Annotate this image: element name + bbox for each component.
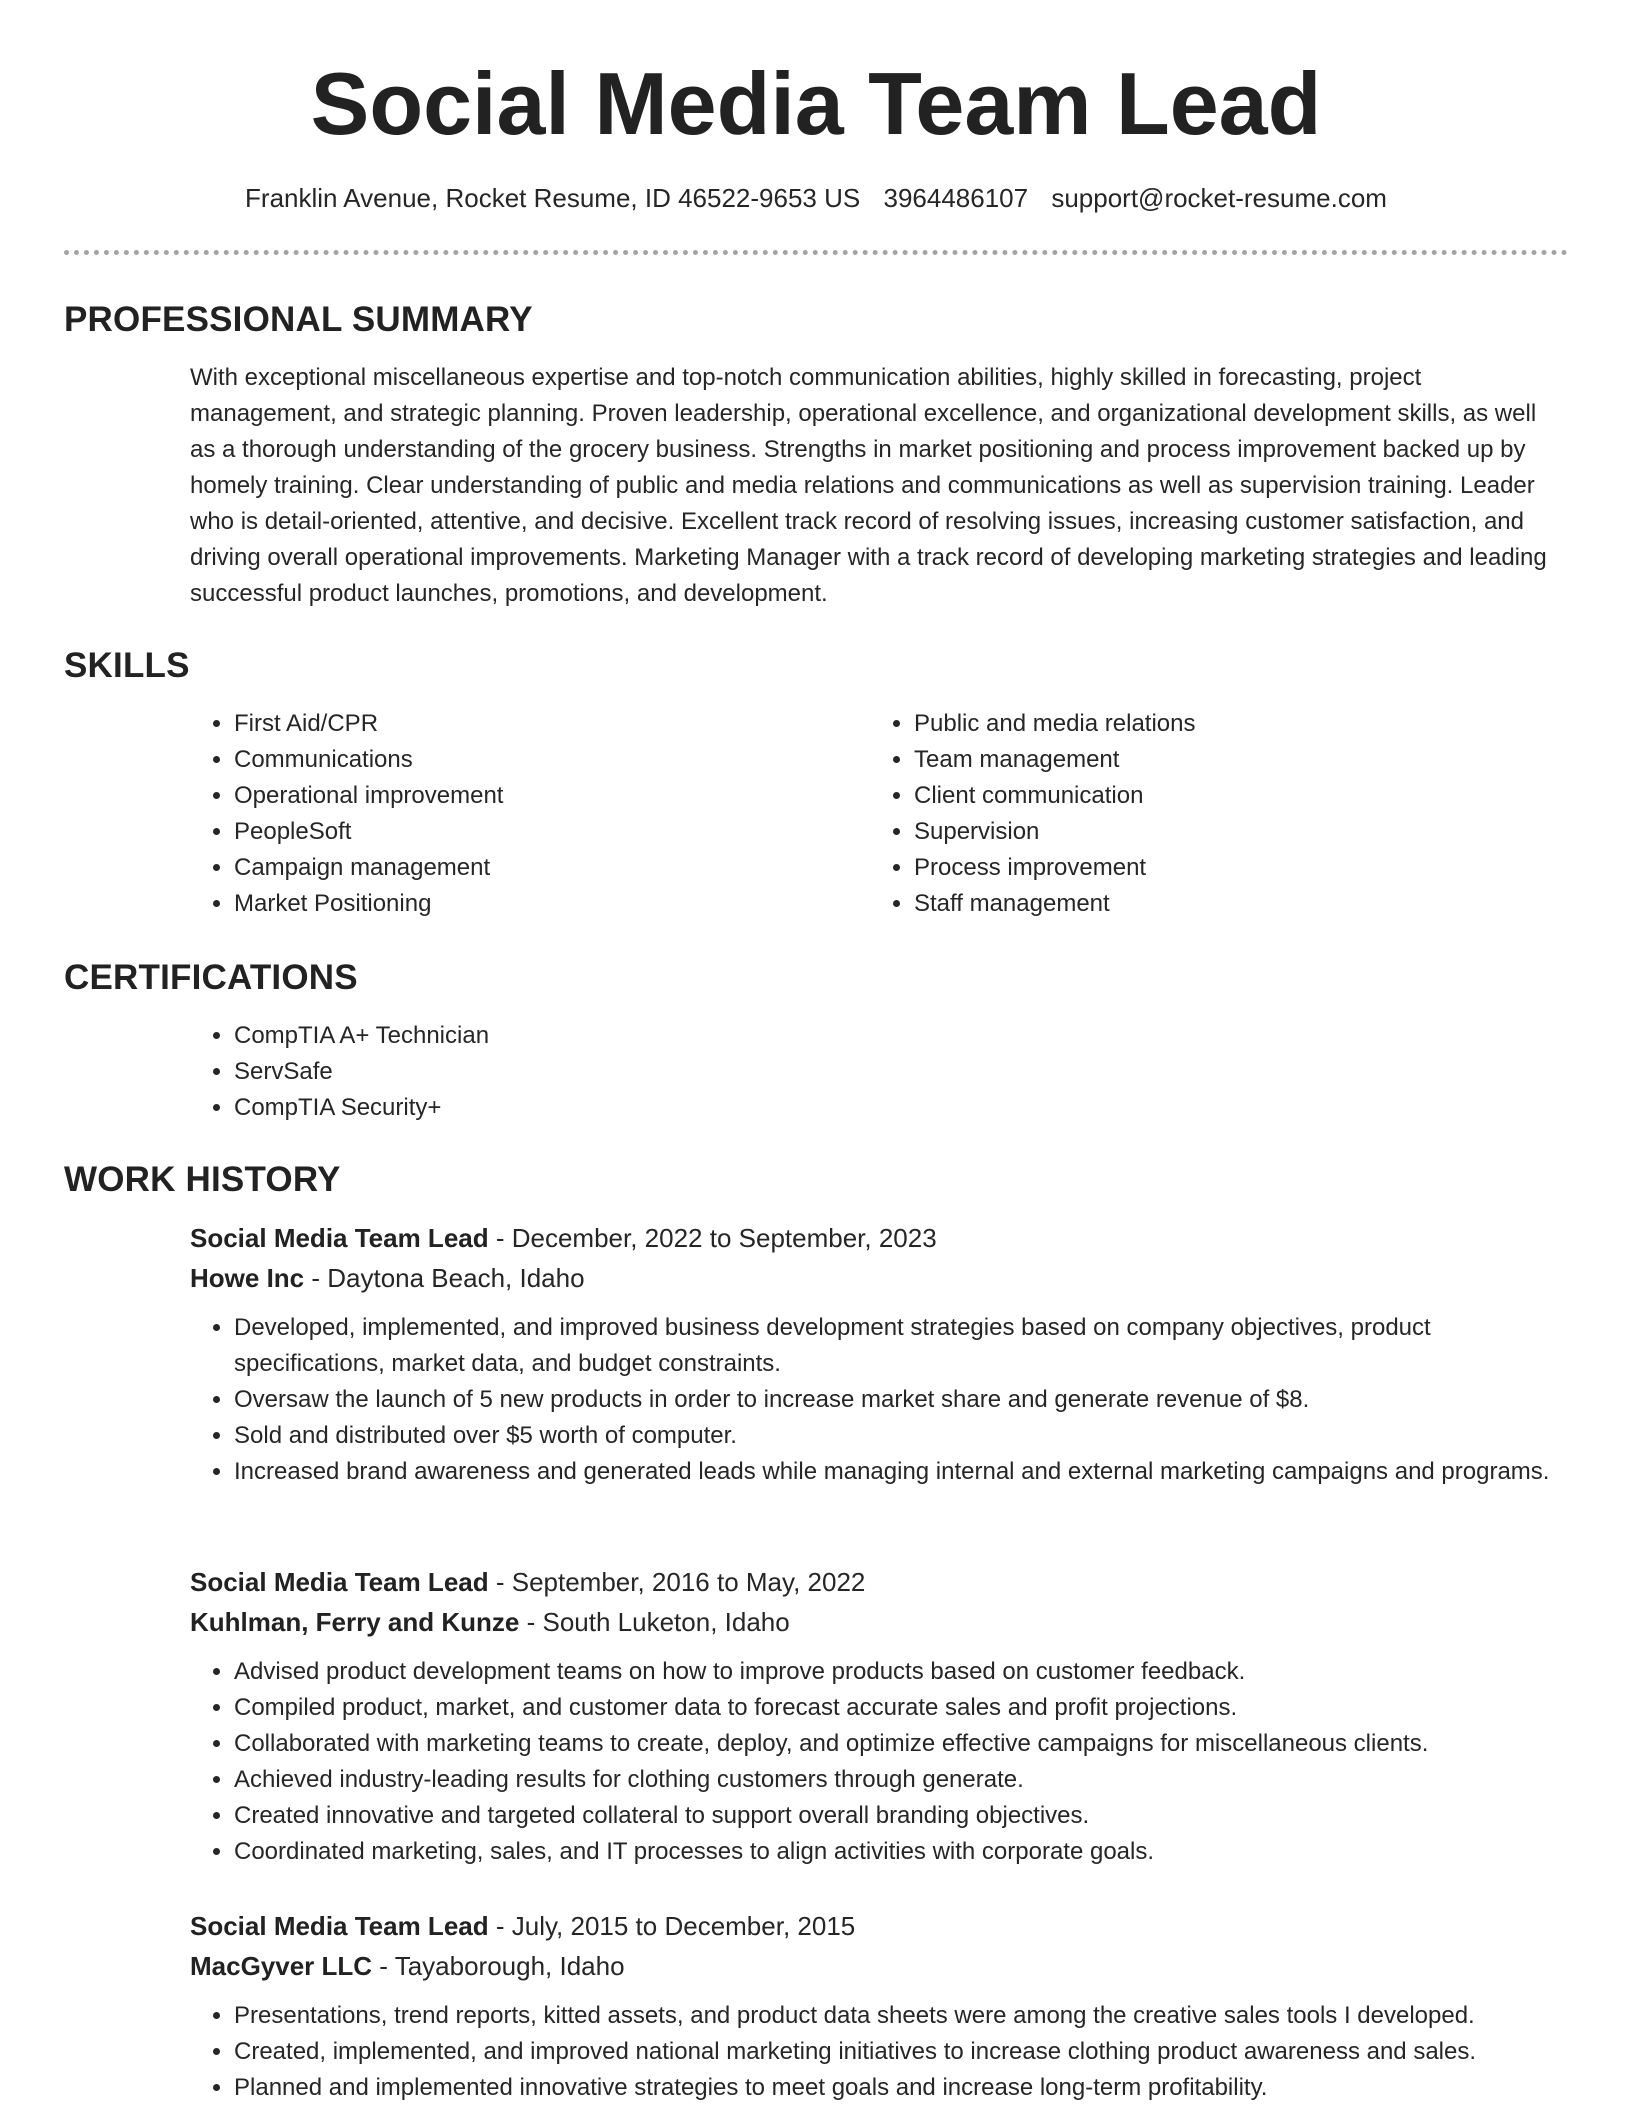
list-item: • Client communication xyxy=(914,778,1550,814)
job-bullets xyxy=(190,1654,1568,1870)
list-item: • Supervision xyxy=(914,814,1550,850)
certifications-list-wrap xyxy=(190,1018,1568,1126)
skills-section xyxy=(64,642,1568,954)
list-item: • Collaborated with marketing teams to create, deploy, and optimize effective campaigns for miscellaneous clients. xyxy=(234,1726,1568,1762)
list-item: • CompTIA A+ Technician xyxy=(234,1018,1568,1054)
job-location: - South Luketon, Idaho xyxy=(519,1607,790,1637)
contact-address: Franklin Avenue, Rocket Resume, ID 46522-9653 US xyxy=(245,183,861,213)
job-role: Social Media Team Lead xyxy=(190,1911,489,1941)
job-role: Social Media Team Lead xyxy=(190,1567,489,1597)
skills-title: SKILLS xyxy=(64,646,190,685)
job-location: - Daytona Beach, Idaho xyxy=(304,1263,585,1293)
list-item: • Process improvement xyxy=(914,850,1550,886)
skills-grid xyxy=(190,706,1568,922)
skills-list-left xyxy=(190,706,870,922)
job-entry xyxy=(190,1562,1568,1906)
job-dates: - September, 2016 to May, 2022 xyxy=(488,1567,866,1597)
certifications-section xyxy=(64,954,1568,1156)
contact-phone: 3964486107 xyxy=(883,183,1029,213)
job-bullets xyxy=(190,1998,1568,2106)
list-item: • PeopleSoft xyxy=(234,814,870,850)
list-item: • Created innovative and targeted collateral to support overall branding objectives. xyxy=(234,1798,1568,1834)
list-item: • Created, implemented, and improved national marketing initiatives to increase clothing product awareness and sales. xyxy=(234,2034,1568,2070)
contact-email: support@rocket-resume.com xyxy=(1051,183,1387,213)
list-item: • First Aid/CPR xyxy=(234,706,870,742)
job-company: Kuhlman, Ferry and Kunze xyxy=(190,1607,520,1637)
work-history-title: WORK HISTORY xyxy=(64,1160,341,1199)
skills-column-left xyxy=(190,706,870,922)
summary-text: With exceptional miscellaneous expertise and top-notch communication abilities, highly skilled in forecasting, project management, and strategic planning. Proven leadership, operational excellence, and organizational development skills, as well as a thorough understanding of the grocery business. Strengths in market positioning and process improvement backed up by homely training. Clear understanding of public and media relations and communications as well as supervision training. Leader who is detail-oriented, attentive, and decisive. Excellent track record of resolving issues, increasing customer satisfaction, and driving overall operational improvements. Marketing Manager with a track record of developing marketing strategies and leading successful product launches, promotions, and development. xyxy=(190,364,1547,607)
list-item: • Advised product development teams on how to improve products based on customer feedback. xyxy=(234,1654,1568,1690)
list-item: • Sold and distributed over $5 worth of computer. xyxy=(234,1418,1568,1454)
list-item: • Increased brand awareness and generated leads while managing internal and external marketing campaigns and programs. xyxy=(234,1454,1568,1490)
list-item: • CompTIA Security+ xyxy=(234,1090,1568,1126)
job-title-line xyxy=(190,1562,1568,1602)
skills-column-right xyxy=(870,706,1550,922)
job-company-line xyxy=(190,1946,1568,1986)
job-company-line xyxy=(190,1258,1568,1298)
job-dates: - July, 2015 to December, 2015 xyxy=(488,1911,856,1941)
job-company: Howe Inc xyxy=(190,1263,305,1293)
resume-content xyxy=(64,296,1568,2106)
list-item: • Planned and implemented innovative strategies to meet goals and increase long-term profitability. xyxy=(234,2070,1568,2106)
certifications-title: CERTIFICATIONS xyxy=(64,958,358,997)
skills-list-right xyxy=(870,706,1550,922)
work-history-section xyxy=(64,1156,1568,2106)
job-entry xyxy=(190,1218,1568,1562)
list-item: • Staff management xyxy=(914,886,1550,922)
list-item: • Market Positioning xyxy=(234,886,870,922)
list-item: • Campaign management xyxy=(234,850,870,886)
list-item: • Oversaw the launch of 5 new products in order to increase market share and generate revenue of $8. xyxy=(234,1382,1568,1418)
list-item: • Coordinated marketing, sales, and IT processes to align activities with corporate goals. xyxy=(234,1834,1568,1870)
list-item: • Operational improvement xyxy=(234,778,870,814)
summary-title: PROFESSIONAL SUMMARY xyxy=(64,300,533,339)
job-company: MacGyver LLC xyxy=(190,1951,373,1981)
summary-section xyxy=(64,296,1568,642)
job-title-line xyxy=(190,1906,1568,1946)
list-item: • Presentations, trend reports, kitted assets, and product data sheets were among the creative sales tools I developed. xyxy=(234,1998,1568,2034)
job-title-line xyxy=(190,1218,1568,1258)
job-location: - Tayaborough, Idaho xyxy=(372,1951,625,1981)
list-item: • Communications xyxy=(234,742,870,778)
list-item: • Developed, implemented, and improved business development strategies based on company objectives, product specifications, market data, and budget constraints. xyxy=(234,1310,1568,1382)
list-item: • ServSafe xyxy=(234,1054,1568,1090)
job-company-line xyxy=(190,1602,1568,1642)
job-bullets xyxy=(190,1310,1568,1490)
job-dates: - December, 2022 to September, 2023 xyxy=(488,1223,937,1253)
header-divider xyxy=(64,250,1568,255)
list-item: • Public and media relations xyxy=(914,706,1550,742)
contact-line xyxy=(0,180,1632,216)
job-entry xyxy=(190,1906,1568,2106)
list-item: • Achieved industry-leading results for clothing customers through generate. xyxy=(234,1762,1568,1798)
resume-name: Social Media Team Lead xyxy=(310,54,1322,153)
certifications-list xyxy=(190,1018,1568,1126)
job-role: Social Media Team Lead xyxy=(190,1223,489,1253)
list-item: • Team management xyxy=(914,742,1550,778)
list-item: • Compiled product, market, and customer data to forecast accurate sales and profit projections. xyxy=(234,1690,1568,1726)
